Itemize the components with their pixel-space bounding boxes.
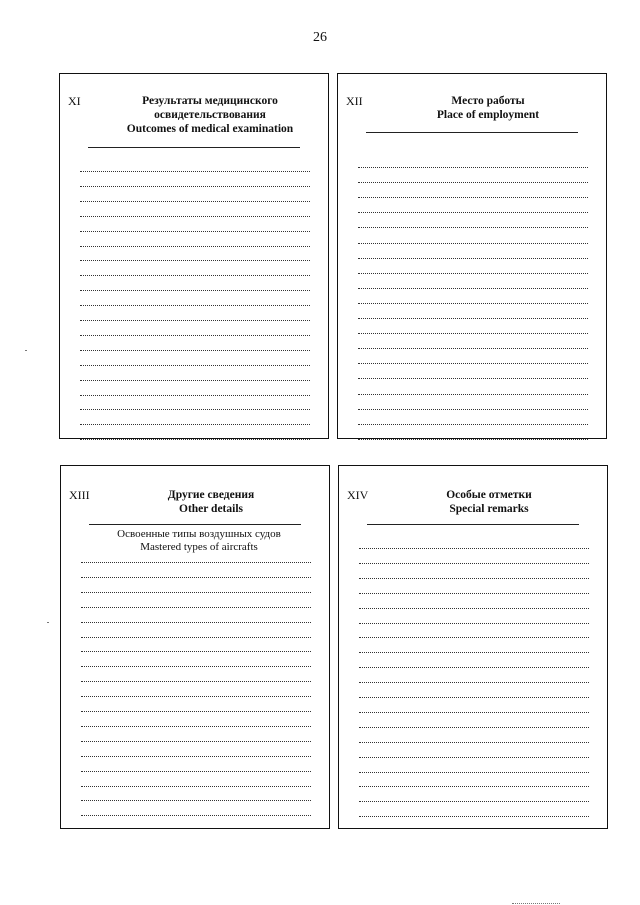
entry-line	[358, 318, 588, 319]
section-other-details	[60, 465, 330, 829]
entry-line	[80, 275, 310, 276]
entry-line	[358, 182, 588, 183]
entry-line	[359, 548, 589, 549]
entry-line	[359, 608, 589, 609]
entry-line	[80, 246, 310, 247]
title-line-en: Outcomes of medical examination	[126, 123, 294, 135]
entry-line	[359, 757, 589, 758]
section-numeral: XIII	[69, 488, 90, 502]
entry-line	[358, 227, 588, 228]
entry-line	[80, 424, 310, 425]
scan-speck	[47, 622, 49, 623]
entry-line	[81, 666, 311, 667]
entry-line	[359, 637, 589, 638]
entry-line	[358, 243, 588, 244]
section-place-of-employment	[337, 73, 607, 439]
entry-line	[358, 288, 588, 289]
entry-line	[358, 258, 588, 259]
entry-line	[80, 350, 310, 351]
scan-speck	[25, 350, 27, 351]
entry-line	[81, 622, 311, 623]
section-special-remarks	[338, 465, 608, 829]
section-numeral: XII	[346, 94, 363, 108]
entry-line	[81, 815, 311, 816]
section-title	[101, 488, 321, 516]
subtitle-line-en: Mastered types of aircrafts	[140, 541, 258, 553]
title-line-en: Place of employment	[436, 109, 540, 121]
entry-line	[81, 651, 311, 652]
title-underline	[89, 524, 301, 525]
title-line-ru-1: Результаты медицинского	[142, 95, 278, 107]
entry-line	[359, 578, 589, 579]
entry-line	[359, 816, 589, 817]
entry-line	[80, 305, 310, 306]
title-line-ru-2: освидетельствования	[154, 109, 266, 121]
entry-line	[80, 186, 310, 187]
entry-line	[358, 333, 588, 334]
entry-line	[359, 742, 589, 743]
title-line-ru: Место работы	[451, 95, 525, 107]
entry-line	[358, 348, 588, 349]
entry-line	[81, 696, 311, 697]
entry-line	[80, 171, 310, 172]
scan-mark	[512, 903, 560, 904]
entry-line	[80, 231, 310, 232]
entry-line	[81, 741, 311, 742]
entry-line	[80, 290, 310, 291]
entry-line	[358, 409, 588, 410]
entry-line	[359, 593, 589, 594]
title-line-en: Other details	[179, 503, 243, 515]
entry-line	[358, 394, 588, 395]
entry-line	[358, 424, 588, 425]
entry-line	[80, 320, 310, 321]
title-line-ru: Другие сведения	[167, 489, 255, 501]
entry-line	[81, 607, 311, 608]
entry-line	[359, 786, 589, 787]
entry-line	[80, 395, 310, 396]
entry-line	[81, 800, 311, 801]
entry-line	[81, 577, 311, 578]
entry-line	[80, 216, 310, 217]
entry-line	[81, 637, 311, 638]
entry-line	[359, 563, 589, 564]
section-numeral: XIV	[347, 488, 369, 502]
entry-line	[359, 727, 589, 728]
entry-line	[80, 365, 310, 366]
entry-line	[358, 197, 588, 198]
section-title	[100, 94, 320, 136]
entry-line	[358, 273, 588, 274]
entry-line	[359, 623, 589, 624]
title-underline	[88, 147, 300, 148]
entry-line	[359, 772, 589, 773]
entry-line	[358, 439, 588, 440]
title-line-ru: Особые отметки	[446, 489, 532, 501]
subsection-title	[85, 528, 313, 554]
entry-line	[81, 681, 311, 682]
entry-line	[81, 592, 311, 593]
entry-line	[80, 380, 310, 381]
page-number: 26	[313, 30, 327, 45]
entry-line	[80, 409, 310, 410]
entry-line	[81, 562, 311, 563]
entry-line	[81, 786, 311, 787]
entry-line	[358, 167, 588, 168]
entry-line	[81, 711, 311, 712]
entry-line	[80, 439, 310, 440]
section-title	[378, 94, 598, 122]
entry-line	[358, 378, 588, 379]
subtitle-line-ru: Освоенные типы воздушных судов	[117, 528, 281, 540]
title-underline	[366, 132, 578, 133]
entry-line	[80, 335, 310, 336]
entry-line	[358, 363, 588, 364]
entry-line	[81, 771, 311, 772]
entry-line	[358, 303, 588, 304]
entry-line	[80, 260, 310, 261]
entry-line	[80, 201, 310, 202]
section-title	[379, 488, 599, 516]
section-medical-outcomes	[59, 73, 329, 439]
entry-line	[359, 652, 589, 653]
entry-line	[359, 682, 589, 683]
entry-line	[359, 712, 589, 713]
entry-line	[81, 726, 311, 727]
title-line-en: Special remarks	[449, 503, 529, 515]
entry-line	[81, 756, 311, 757]
entry-line	[359, 667, 589, 668]
entry-line	[359, 697, 589, 698]
title-underline	[367, 524, 579, 525]
entry-line	[359, 801, 589, 802]
entry-line	[358, 212, 588, 213]
section-numeral: XI	[68, 94, 81, 108]
